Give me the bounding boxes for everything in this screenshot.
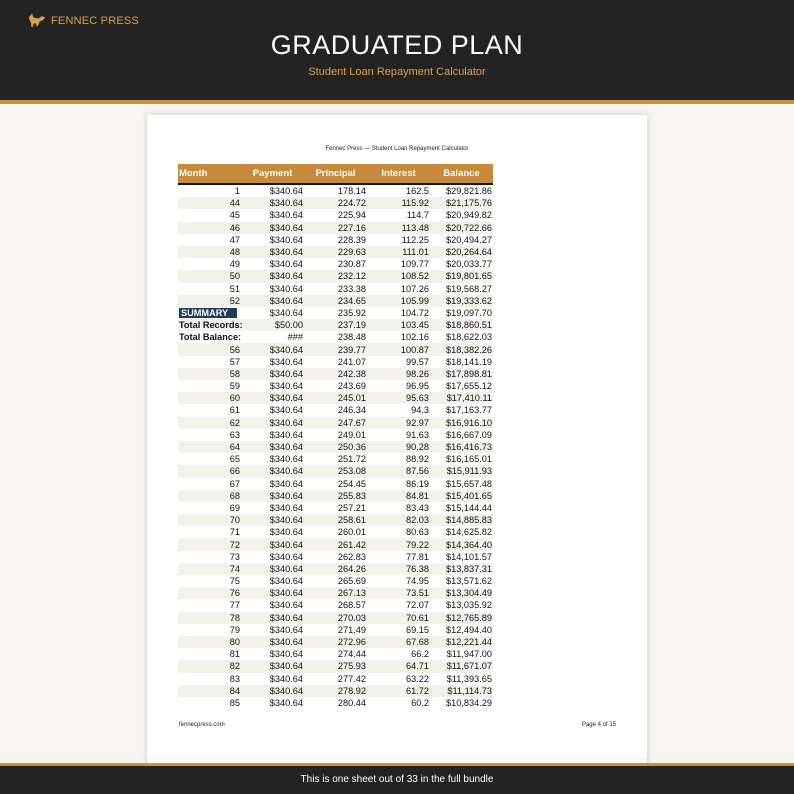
table-cell: $16,165.01 (446, 454, 492, 465)
table-cell: 69 (229, 502, 240, 513)
table-cell: 73 (229, 551, 240, 562)
table-cell: $17,898.81 (430, 368, 493, 380)
table-row (178, 685, 493, 697)
table-row (178, 343, 493, 355)
table-cell: $15,657.48 (446, 478, 492, 489)
table-cell: 178.14 (337, 186, 366, 197)
table-row (178, 575, 493, 587)
table-row (178, 295, 493, 307)
table-cell: $14,101.57 (446, 551, 492, 562)
table-cell: $20,264.64 (430, 246, 493, 258)
table-cell: $340.64 (241, 246, 304, 258)
table-row (178, 673, 493, 685)
table-cell: Total Records: (179, 320, 243, 331)
table-cell: $15,911.93 (430, 465, 493, 477)
table-cell: 62 (178, 417, 241, 429)
table-cell: 264.26 (304, 563, 367, 575)
table-cell: 76 (178, 587, 241, 599)
table-cell: $340.64 (241, 222, 304, 234)
table-cell: $340.64 (241, 343, 304, 355)
amortization-table (178, 164, 493, 709)
table-cell: 50 (178, 270, 241, 282)
table-cell: 63 (229, 429, 240, 440)
table-cell: 243.69 (337, 381, 366, 392)
col-header-interest: Interest (367, 164, 430, 184)
table-cell: 227.16 (304, 222, 367, 234)
col-header-principal: Principal (304, 164, 367, 184)
table-cell: 87.56 (367, 465, 430, 477)
table-row (178, 184, 493, 197)
table-cell: ### (287, 332, 303, 343)
table-cell: 57 (229, 356, 240, 367)
table-cell: 225.94 (337, 210, 366, 221)
table-cell: 72.07 (406, 600, 429, 611)
table-cell: $13,035.92 (446, 600, 492, 611)
table-body (178, 184, 493, 709)
table-cell: $15,401.65 (430, 490, 493, 502)
table-cell: 271.49 (337, 624, 366, 635)
table-cell: 44 (178, 197, 241, 209)
table-cell: 45 (229, 210, 240, 221)
table-cell: $21,175.76 (430, 197, 493, 209)
table-row (178, 624, 493, 636)
table-cell: 100.87 (367, 343, 430, 355)
table-cell: 72 (178, 538, 241, 550)
table-row (178, 319, 493, 331)
sheet-footer-url: fennecpress.com (179, 722, 225, 728)
table-cell: 64.71 (367, 660, 430, 672)
table-cell: 228.39 (337, 234, 366, 245)
table-cell: 70 (178, 514, 241, 526)
table-cell: 60.2 (411, 697, 429, 708)
table-row (178, 563, 493, 575)
table-cell: 64 (178, 441, 241, 453)
table-row (178, 380, 493, 392)
table-cell: 230.87 (337, 259, 366, 270)
table-cell: 86.19 (406, 478, 429, 489)
table-cell: $18,860.51 (430, 319, 493, 331)
table-cell: 1 (234, 186, 240, 197)
col-header-balance: Balance (430, 164, 493, 184)
table-cell: $340.64 (269, 405, 303, 416)
table-cell: $340.64 (241, 197, 304, 209)
table-cell: 275.93 (304, 660, 367, 672)
table-cell: 76.38 (367, 563, 430, 575)
table-cell: $12,494.40 (446, 624, 492, 635)
table-cell: 82.03 (367, 514, 430, 526)
table-row (178, 441, 493, 453)
table-cell: 78 (178, 612, 241, 624)
table-cell: 111.01 (367, 246, 430, 258)
table-row (178, 283, 493, 295)
table-row (178, 392, 493, 404)
table-cell: 80.63 (406, 527, 429, 538)
table-cell: 162.5 (406, 186, 429, 197)
table-cell: 80 (178, 636, 241, 648)
table-row (178, 490, 493, 502)
table-cell: 115.92 (367, 197, 430, 209)
table-cell: 270.03 (304, 612, 367, 624)
table-row (178, 234, 493, 246)
table-cell: $340.64 (241, 270, 304, 282)
table-cell: 46 (178, 222, 241, 234)
bottom-caption: This is one sheet out of 33 in the full bundle (0, 763, 794, 794)
table-cell: 95.63 (367, 392, 430, 404)
table-cell: $20,494.27 (446, 234, 492, 245)
table-cell: $340.64 (241, 538, 304, 550)
table-cell: 84 (178, 685, 241, 697)
table-cell: 68 (178, 490, 241, 502)
table-cell: 104.72 (400, 307, 429, 318)
table-cell: 92.97 (367, 417, 430, 429)
table-cell: $340.64 (269, 624, 303, 635)
table-cell: 238.48 (337, 332, 366, 343)
table-cell: 70.61 (367, 612, 430, 624)
table-cell: $340.64 (241, 660, 304, 672)
table-cell: $19,097.70 (446, 307, 492, 318)
table-cell: 85 (229, 697, 240, 708)
table-cell: 91.63 (406, 429, 429, 440)
table-cell: $17,655.12 (446, 381, 492, 392)
table-cell: 58 (178, 368, 241, 380)
table-row (178, 648, 493, 660)
table-cell (178, 307, 241, 319)
table-cell: 88.92 (406, 454, 429, 465)
table-row (178, 417, 493, 429)
table-cell: 83 (229, 673, 240, 684)
table-cell: $17,410.11 (430, 392, 493, 404)
table-cell: $340.64 (269, 527, 303, 538)
table-row (178, 197, 493, 209)
table-row (178, 551, 493, 563)
table-cell: 277.42 (337, 673, 366, 684)
table-cell: 60 (178, 392, 241, 404)
table-cell: $16,416.73 (430, 441, 493, 453)
table-cell: $340.64 (269, 502, 303, 513)
table-cell: 105.99 (367, 295, 430, 307)
table-row (178, 331, 493, 343)
table-row (178, 356, 493, 368)
table-cell: $340.64 (269, 356, 303, 367)
table-cell: 83.43 (406, 502, 429, 513)
table-cell: $340.64 (241, 563, 304, 575)
table-cell: 107.26 (400, 283, 429, 294)
table-cell: $13,837.31 (430, 563, 493, 575)
table-cell: $11,393.65 (446, 673, 492, 684)
table-cell: $340.64 (269, 478, 303, 489)
table-cell: 59 (229, 381, 240, 392)
table-cell: 247.67 (304, 417, 367, 429)
table-cell: 82 (178, 660, 241, 672)
table-row (178, 222, 493, 234)
table-cell: 94.3 (411, 405, 429, 416)
table-cell: $14,885.83 (430, 514, 493, 526)
table-row (178, 636, 493, 648)
col-header-payment: Payment (241, 164, 304, 184)
table-cell: $340.64 (269, 551, 303, 562)
table-row (178, 209, 493, 221)
top-banner (0, 0, 794, 104)
table-cell: 56 (178, 343, 241, 355)
table-cell: 114.7 (406, 210, 429, 221)
table-cell: 242.38 (304, 368, 367, 380)
table-cell: $340.64 (241, 490, 304, 502)
table-cell: $11,114.73 (430, 685, 493, 697)
table-cell: $340.64 (269, 697, 303, 708)
table-row (178, 429, 493, 441)
table-row (178, 660, 493, 672)
table-cell: 278.92 (304, 685, 367, 697)
table-cell: $340.64 (269, 381, 303, 392)
table-cell: $19,801.65 (430, 270, 493, 282)
table-cell: 52 (178, 295, 241, 307)
table-cell: Total Balance: (179, 332, 242, 343)
table-cell: 66.2 (411, 649, 429, 660)
table-cell: $14,364.40 (430, 538, 493, 550)
table-cell: 272.96 (304, 636, 367, 648)
table-cell: 75 (229, 576, 240, 587)
table-row (178, 465, 493, 477)
table-row (178, 502, 493, 514)
table-cell: 69.15 (406, 624, 429, 635)
table-cell: 73.51 (367, 587, 430, 599)
table-cell: $15,144.44 (446, 502, 492, 513)
table-cell: 98.26 (367, 368, 430, 380)
table-cell: 77 (229, 600, 240, 611)
table-cell: $340.64 (241, 587, 304, 599)
table-row (178, 478, 493, 490)
table-cell: $14,625.82 (446, 527, 492, 538)
table-cell: 79 (229, 624, 240, 635)
table-header-row (178, 164, 493, 184)
table-cell: $340.64 (269, 429, 303, 440)
table-cell: 63.22 (406, 673, 429, 684)
table-cell: $50.00 (241, 319, 304, 331)
sheet-footer-page: Page 4 of 15 (581, 722, 616, 728)
table-cell: $20,949.82 (446, 210, 492, 221)
table-cell: 71 (229, 527, 240, 538)
table-cell: 103.45 (367, 319, 430, 331)
table-cell: 257.21 (337, 502, 366, 513)
table-cell: 81 (229, 649, 240, 660)
table-cell: $340.64 (241, 295, 304, 307)
table-row (178, 514, 493, 526)
table-cell: $340.64 (269, 210, 303, 221)
table-cell: $20,033.77 (446, 259, 492, 270)
table-cell: $340.64 (269, 307, 303, 318)
table-cell: $340.64 (269, 673, 303, 684)
table-cell: 108.52 (367, 270, 430, 282)
table-cell: $20,722.66 (430, 222, 493, 234)
table-cell: 246.34 (337, 405, 366, 416)
table-row (178, 270, 493, 282)
table-cell: 109.77 (400, 259, 429, 270)
table-row (178, 368, 493, 380)
table-cell: $12,221.44 (430, 636, 493, 648)
table-cell: $340.64 (269, 454, 303, 465)
summary-label: SUMMARY (179, 308, 237, 318)
table-cell: 65 (229, 454, 240, 465)
table-cell: $17,163.77 (446, 405, 492, 416)
table-row (178, 538, 493, 550)
table-row (178, 258, 493, 270)
table-cell: 112.25 (401, 234, 429, 245)
table-cell: 90.28 (367, 441, 430, 453)
table-cell: 67.68 (367, 636, 430, 648)
table-cell: 233.38 (337, 283, 366, 294)
table-cell: $19,568.27 (446, 283, 492, 294)
table-cell: $16,667.09 (446, 429, 492, 440)
table-cell: 253.08 (304, 465, 367, 477)
banner-title: GRADUATED PLAN (270, 30, 524, 60)
table-cell: 249.01 (337, 429, 366, 440)
table-cell: 261.42 (304, 538, 367, 550)
table-row (178, 526, 493, 538)
table-cell: $340.64 (269, 600, 303, 611)
table-cell: 49 (229, 259, 240, 270)
table-cell: 47 (229, 234, 240, 245)
brand-logo (27, 12, 139, 30)
table-cell: 224.72 (304, 197, 367, 209)
table-cell: $340.64 (241, 465, 304, 477)
table-cell: $11,671.07 (430, 660, 493, 672)
table-cell: 262.83 (337, 551, 366, 562)
brand-name: FENNEC PRESS (51, 15, 139, 27)
table-cell: 48 (178, 246, 241, 258)
table-cell: $13,571.62 (446, 576, 492, 587)
table-cell: $10,834.29 (446, 697, 492, 708)
table-cell: 255.83 (304, 490, 367, 502)
table-row (178, 599, 493, 611)
table-cell: 113.48 (367, 222, 430, 234)
table-cell: $29,821.86 (446, 186, 492, 197)
table-cell: 237.19 (304, 319, 367, 331)
table-cell: $340.64 (241, 636, 304, 648)
table-row (178, 307, 493, 319)
table-row (178, 587, 493, 599)
table-cell: $340.64 (269, 649, 303, 660)
table-cell: 229.63 (304, 246, 367, 258)
table-cell: $16,916.10 (430, 417, 493, 429)
table-cell: 260.01 (337, 527, 366, 538)
table-cell: $340.64 (241, 392, 304, 404)
table-cell: $340.64 (241, 612, 304, 624)
table-cell: $340.64 (269, 186, 303, 197)
table-cell: 61 (229, 405, 240, 416)
table-cell: 258.61 (304, 514, 367, 526)
table-cell: $13,304.49 (430, 587, 493, 599)
table-cell: 77.81 (406, 551, 429, 562)
table-row (178, 697, 493, 709)
table-cell: 267.13 (304, 587, 367, 599)
table-cell: 268.57 (337, 600, 366, 611)
table-cell: 102.16 (400, 332, 429, 343)
table-cell: 251.72 (337, 454, 366, 465)
table-cell: $19,333.62 (430, 295, 493, 307)
table-cell: 51 (229, 283, 240, 294)
table-cell: $340.64 (269, 259, 303, 270)
table-cell: $340.64 (269, 234, 303, 245)
table-cell: $11,947.00 (446, 649, 492, 660)
table-cell: 254.45 (337, 478, 366, 489)
table-cell: 84.81 (367, 490, 430, 502)
table-cell: 234.65 (304, 295, 367, 307)
table-cell: $340.64 (241, 441, 304, 453)
table-cell: 235.92 (337, 307, 366, 318)
table-cell: 265.69 (337, 576, 366, 587)
table-cell: $18,382.26 (430, 343, 493, 355)
table-cell: 245.01 (304, 392, 367, 404)
document-sheet (147, 115, 647, 766)
table-cell: 241.07 (337, 356, 366, 367)
table-row (178, 453, 493, 465)
table-row (178, 612, 493, 624)
table-cell: 250.36 (304, 441, 367, 453)
table-cell: 274.44 (337, 649, 366, 660)
table-cell: $18,622.03 (446, 332, 492, 343)
banner-subtitle: Student Loan Repayment Calculator (308, 66, 486, 78)
table-cell: 280.44 (337, 697, 366, 708)
sheet-header: Fennec Press — Student Loan Repayment Calculator (325, 146, 469, 152)
table-cell: $340.64 (241, 368, 304, 380)
fox-icon (27, 12, 47, 30)
col-header-month: Month (178, 164, 241, 184)
table-cell: 239.77 (304, 343, 367, 355)
table-cell: 79.22 (367, 538, 430, 550)
table-cell: $340.64 (241, 417, 304, 429)
table-cell: 67 (229, 478, 240, 489)
table-cell: 74.95 (406, 576, 429, 587)
table-cell: $12,765.89 (430, 612, 493, 624)
table-cell: 61.72 (367, 685, 430, 697)
table-cell: $340.64 (241, 685, 304, 697)
table-cell: 232.12 (304, 270, 367, 282)
table-cell: $340.64 (269, 576, 303, 587)
table-row (178, 404, 493, 416)
table-row (178, 246, 493, 258)
table-cell: 96.95 (406, 381, 429, 392)
table-cell: $340.64 (241, 514, 304, 526)
table-cell: 66 (178, 465, 241, 477)
table-cell: $340.64 (269, 283, 303, 294)
table-cell: 74 (178, 563, 241, 575)
table-cell: $18,141.19 (446, 356, 492, 367)
table-cell: 99.57 (406, 356, 429, 367)
